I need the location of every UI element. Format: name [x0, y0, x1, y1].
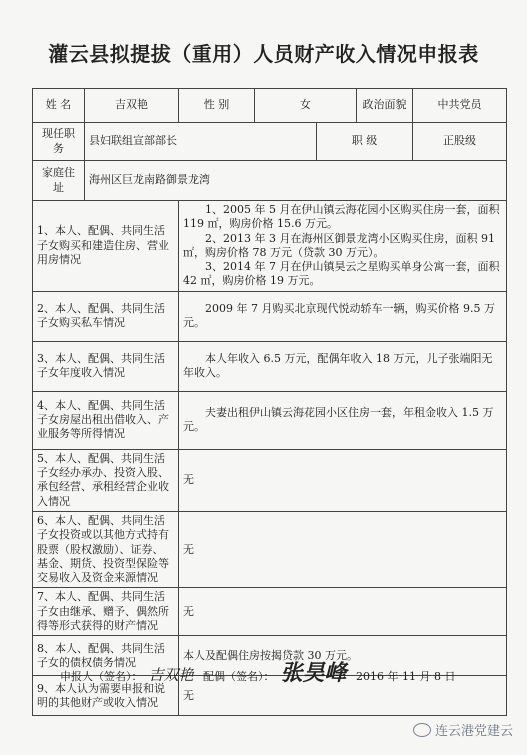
name-label: 姓 名 — [33, 89, 85, 123]
job-row — [33, 123, 507, 161]
politics-label: 政治面貌 — [357, 89, 413, 123]
rank-label: 职 级 — [317, 123, 413, 161]
spouse-label: 配偶（签名）： — [203, 670, 275, 683]
signature-line — [60, 656, 510, 687]
spouse-signature: 张昊峰 — [280, 660, 347, 686]
item-line: 3、2014 年 7 月在伊山镇昊云之星购买单身公寓一套，面积 42 ㎡，购房价格 19 万元。 — [183, 260, 500, 288]
item-label: 2、本人、配偶、共同生活子女购买私车情况 — [33, 291, 179, 341]
item-content: 无 — [179, 511, 507, 587]
item-row — [33, 291, 507, 341]
item-content: 本人年收入 6.5 万元，配偶年收入 18 万元，儿子张端阳无年收入。 — [179, 341, 507, 391]
item-label: 5、本人、配偶、共同生活子女经办承办、投资入股、承包经营、承租经营企业收入情况 — [33, 449, 179, 511]
item-row — [33, 391, 507, 449]
name-value: 吉双艳 — [85, 89, 179, 123]
applicant-signature: 吉双艳 — [148, 666, 194, 684]
wechat-icon — [413, 723, 431, 737]
gender-value: 女 — [255, 89, 357, 123]
watermark — [413, 720, 513, 739]
item-label: 3、本人、配偶、共同生活子女年度收入情况 — [33, 341, 179, 391]
item-content: 无 — [179, 588, 507, 636]
item-content: 夫妻出租伊山镇云海花园小区住房一套，年租金收入 1.5 万元。 — [179, 391, 507, 449]
item-row — [33, 588, 507, 636]
item-label: 7、本人、配偶、共同生活子女由继承、赠予、偶然所得等形式获得的财产情况 — [33, 588, 179, 636]
item-label: 4、本人、配偶、共同生活子女房屋出租出借收入、产业服务等所得情况 — [33, 391, 179, 449]
item-row — [33, 511, 507, 587]
job-label: 现任职务 — [33, 123, 85, 161]
item-label: 6、本人、配偶、共同生活子女投资或以其他方式持有股票（股权激励）、证券、基金、期货、投资型保险等交易收入及资金来源情况 — [33, 511, 179, 587]
page-title: 灌云县拟提拔（重用）人员财产收入情况申报表 — [48, 42, 479, 66]
item-label: 1、本人、配偶、共同生活子女购买和建造住房、营业用房情况 — [33, 201, 179, 292]
item-line: 2、2013 年 3 月在海州区御景龙湾小区购买住房，面积 91 ㎡，购房价格 78 万元（贷款 30 万元）。 — [183, 231, 495, 259]
basic-info-row — [33, 89, 507, 123]
declaration-table — [32, 88, 507, 716]
watermark-text: 连云港党建云 — [434, 724, 513, 739]
politics-value: 中共党员 — [413, 89, 507, 123]
item-label: 9、本人认为需要申报和说明的其他财产或收入情况 — [33, 676, 179, 716]
sign-date: 2016 年 11 月 8 日 — [356, 670, 456, 683]
item-content — [179, 201, 507, 292]
item-row — [33, 341, 507, 391]
item-content: 无 — [179, 676, 507, 716]
job-value: 县妇联组宣部部长 — [85, 123, 317, 161]
item-line: 1、2005 年 5 月在伊山镇云海花园小区购买住房一套，面积 119 ㎡，购房价格 15.6 万元。 — [183, 203, 500, 231]
address-label: 家庭住址 — [33, 161, 85, 201]
address-row — [33, 161, 507, 201]
item-label: 8、本人、配偶、共同生活子女的债权债务情况 — [33, 636, 179, 676]
item-content: 2009 年 7 月购买北京现代悦动轿车一辆，购买价格 9.5 万元。 — [179, 291, 507, 341]
item-row — [33, 201, 507, 292]
address-value: 海州区巨龙南路御景龙湾 — [85, 161, 507, 201]
applicant-label: 申报人（签名）： — [60, 670, 143, 683]
rank-value: 正股级 — [413, 123, 507, 161]
item-content: 无 — [179, 449, 507, 511]
item-row — [33, 449, 507, 511]
gender-label: 性 别 — [179, 89, 255, 123]
item-content: 本人及配偶住房按揭贷款 30 万元。 — [179, 636, 507, 676]
